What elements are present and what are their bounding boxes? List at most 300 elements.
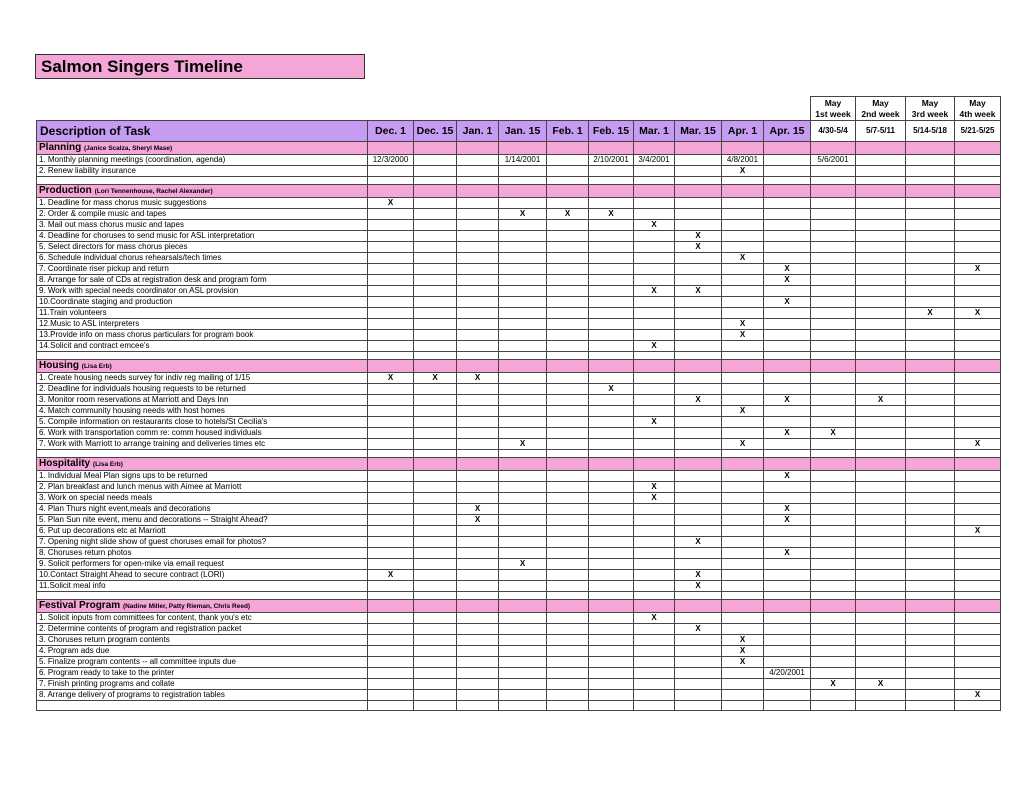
empty-cell [499,635,547,646]
empty-cell [368,297,414,308]
empty-cell [675,613,722,624]
empty-cell [368,548,414,559]
empty-cell [589,406,634,417]
empty-cell [589,635,634,646]
empty-cell [634,559,675,570]
section-header-cell [675,185,722,198]
empty-cell [811,592,856,600]
task-mark: X [368,373,414,384]
empty-cell [722,515,764,526]
empty-cell [634,581,675,592]
empty-cell [457,166,499,177]
empty-cell [764,406,811,417]
empty-cell [589,613,634,624]
empty-cell [547,417,589,428]
section-header-cell [499,600,547,613]
task-mark: X [722,646,764,657]
empty-cell [414,395,457,406]
empty-cell [955,592,1001,600]
task-mark: X [675,570,722,581]
task-mark: X [764,275,811,286]
empty-cell [368,242,414,253]
empty-cell [457,548,499,559]
task-mark: X [675,581,722,592]
task-description: 14.Solicit and contract emcee's [37,341,368,352]
empty-cell [675,308,722,319]
empty-cell [675,406,722,417]
empty-cell [547,581,589,592]
empty-cell [722,471,764,482]
blank-cell [589,97,634,121]
empty-cell [906,264,955,275]
task-date: 4/20/2001 [764,668,811,679]
empty-cell [955,417,1001,428]
empty-cell [675,264,722,275]
empty-cell [368,624,414,635]
empty-cell [811,308,856,319]
empty-cell [811,646,856,657]
empty-cell [414,209,457,220]
empty-cell [589,275,634,286]
empty-cell [722,275,764,286]
empty-cell [856,220,906,231]
task-mark: X [499,559,547,570]
empty-cell [414,624,457,635]
empty-cell [499,242,547,253]
empty-cell [722,570,764,581]
empty-cell [457,668,499,679]
empty-cell [368,286,414,297]
empty-cell [906,155,955,166]
empty-cell [634,537,675,548]
empty-cell [457,570,499,581]
empty-cell [675,493,722,504]
empty-cell [457,242,499,253]
empty-cell [856,231,906,242]
empty-cell [634,657,675,668]
empty-cell [457,275,499,286]
section-header-cell [547,142,589,155]
empty-cell [499,592,547,600]
empty-cell [675,482,722,493]
task-row [37,690,1001,701]
section-header-cell [589,458,634,471]
empty-cell [589,581,634,592]
section-title [37,600,368,613]
section-header-cell [414,185,457,198]
task-row [37,198,1001,209]
task-description: 10.Coordinate staging and production [37,297,368,308]
empty-cell [764,690,811,701]
spacer-row [37,352,1001,360]
empty-cell [499,373,547,384]
empty-cell [457,155,499,166]
empty-cell [547,657,589,668]
empty-cell [414,515,457,526]
may-range-header: 4/30-5/4 [811,121,856,142]
task-row [37,526,1001,537]
task-row [37,166,1001,177]
empty-cell [722,341,764,352]
date-column-header: Mar. 15 [675,121,722,142]
empty-cell [368,177,414,185]
empty-cell [722,482,764,493]
empty-cell [811,690,856,701]
empty-cell [414,220,457,231]
section-header-cell [634,360,675,373]
section-header-cell [955,185,1001,198]
section-header-cell [722,458,764,471]
empty-cell [906,537,955,548]
empty-cell [856,624,906,635]
empty-cell [955,341,1001,352]
task-mark: X [955,439,1001,450]
blank-cell [499,97,547,121]
empty-cell [589,450,634,458]
empty-cell [634,297,675,308]
task-row [37,515,1001,526]
empty-cell [675,275,722,286]
section-header-cell [955,360,1001,373]
task-row [37,668,1001,679]
empty-cell [675,166,722,177]
empty-cell [457,482,499,493]
empty-cell [955,581,1001,592]
empty-cell [499,253,547,264]
empty-cell [547,308,589,319]
empty-cell [955,155,1001,166]
task-mark: X [457,504,499,515]
task-row [37,297,1001,308]
empty-cell [414,297,457,308]
empty-cell [368,559,414,570]
empty-cell [906,613,955,624]
empty-cell [634,177,675,185]
task-description: 5. Plan Sun nite event, menu and decorations -- Straight Ahead? [37,515,368,526]
task-description: 13.Provide info on mass chorus particulars for program book [37,330,368,341]
empty-cell [856,439,906,450]
empty-cell [675,526,722,537]
empty-cell [414,308,457,319]
empty-cell [675,428,722,439]
empty-cell [906,297,955,308]
empty-cell [368,581,414,592]
empty-cell [764,286,811,297]
empty-cell [589,701,634,711]
empty-cell [499,493,547,504]
empty-cell [589,417,634,428]
task-mark: X [368,198,414,209]
empty-cell [457,701,499,711]
section-header-cell [634,600,675,613]
task-row [37,537,1001,548]
blank-cell [457,97,499,121]
task-row [37,330,1001,341]
empty-cell [499,581,547,592]
empty-cell [547,242,589,253]
empty-cell [906,384,955,395]
section-leads: (Lori Tennenhouse, Rachel Alexander) [94,187,213,195]
empty-cell [634,373,675,384]
task-mark: X [457,515,499,526]
empty-cell [764,570,811,581]
empty-cell [856,526,906,537]
empty-cell [722,220,764,231]
section-header-cell [547,185,589,198]
empty-cell [634,504,675,515]
empty-cell [589,504,634,515]
empty-cell [589,646,634,657]
task-description: 2. Deadline for individuals housing requests to be returned [37,384,368,395]
empty-cell [906,330,955,341]
may-week-label: 1st week [815,109,851,119]
empty-cell [37,177,368,185]
empty-cell [955,286,1001,297]
empty-cell [906,493,955,504]
empty-cell [955,548,1001,559]
empty-cell [414,504,457,515]
date-column-header: Apr. 1 [722,121,764,142]
empty-cell [906,286,955,297]
empty-cell [634,253,675,264]
empty-cell [589,231,634,242]
empty-cell [675,690,722,701]
section-header-cell [457,360,499,373]
empty-cell [856,209,906,220]
empty-cell [414,679,457,690]
empty-cell [499,515,547,526]
empty-cell [764,242,811,253]
empty-cell [811,384,856,395]
empty-cell [811,581,856,592]
empty-cell [589,308,634,319]
empty-cell [955,177,1001,185]
empty-cell [675,559,722,570]
empty-cell [722,242,764,253]
empty-cell [811,471,856,482]
empty-cell [675,209,722,220]
empty-cell [675,198,722,209]
task-mark: X [722,635,764,646]
empty-cell [955,646,1001,657]
date-column-header: Dec. 15 [414,121,457,142]
empty-cell [675,701,722,711]
date-column-header: Dec. 1 [368,121,414,142]
empty-cell [589,482,634,493]
empty-cell [811,635,856,646]
empty-cell [547,319,589,330]
empty-cell [589,624,634,635]
task-description: 7. Work with Marriott to arrange training and deliveries times etc [37,439,368,450]
blank-cell [37,97,368,121]
task-mark: X [955,308,1001,319]
task-mark: X [368,570,414,581]
may-month-label: May [872,98,889,108]
empty-cell [499,198,547,209]
empty-cell [955,253,1001,264]
task-row [37,504,1001,515]
empty-cell [811,198,856,209]
section-header-cell [368,185,414,198]
empty-cell [906,646,955,657]
empty-cell [457,198,499,209]
task-description: 1. Individual Meal Plan signs ups to be returned [37,471,368,482]
empty-cell [955,198,1001,209]
empty-cell [722,690,764,701]
section-header-cell [457,458,499,471]
empty-cell [499,341,547,352]
empty-cell [722,428,764,439]
empty-cell [457,395,499,406]
section-header-cell [499,185,547,198]
task-description: 8. Choruses return photos [37,548,368,559]
empty-cell [368,330,414,341]
task-description: 9. Solicit performers for open-mike via email request [37,559,368,570]
empty-cell [906,592,955,600]
empty-cell [856,450,906,458]
empty-cell [856,701,906,711]
empty-cell [547,352,589,360]
section-header-cell [547,600,589,613]
empty-cell [457,231,499,242]
empty-cell [547,177,589,185]
task-mark: X [764,471,811,482]
empty-cell [856,592,906,600]
empty-cell [457,253,499,264]
empty-cell [634,646,675,657]
empty-cell [764,493,811,504]
empty-cell [955,428,1001,439]
task-mark: X [634,482,675,493]
empty-cell [856,286,906,297]
section-header-row [37,142,1001,155]
empty-cell [906,701,955,711]
empty-cell [675,319,722,330]
may-month-label: May [921,98,939,108]
section-header-cell [675,142,722,155]
task-mark: X [764,548,811,559]
spacer-row [37,592,1001,600]
empty-cell [547,264,589,275]
empty-cell [634,406,675,417]
empty-cell [856,264,906,275]
empty-cell [414,253,457,264]
empty-cell [547,668,589,679]
section-header-cell [414,600,457,613]
task-description: 10.Contact Straight Ahead to secure contract (LORI) [37,570,368,581]
empty-cell [811,439,856,450]
empty-cell [722,450,764,458]
empty-cell [675,384,722,395]
empty-cell [547,373,589,384]
empty-cell [722,668,764,679]
blank-cell [414,97,457,121]
section-header-cell [457,185,499,198]
empty-cell [811,613,856,624]
empty-cell [764,253,811,264]
empty-cell [856,297,906,308]
task-row [37,220,1001,231]
empty-cell [589,493,634,504]
empty-cell [368,537,414,548]
empty-cell [457,384,499,395]
empty-cell [811,341,856,352]
task-row [37,482,1001,493]
empty-cell [547,439,589,450]
empty-cell [906,504,955,515]
empty-cell [906,548,955,559]
empty-cell [811,395,856,406]
empty-cell [634,471,675,482]
empty-cell [856,198,906,209]
empty-cell [722,297,764,308]
blank-cell [764,97,811,121]
empty-cell [722,417,764,428]
empty-cell [856,690,906,701]
empty-cell [368,471,414,482]
empty-cell [457,581,499,592]
section-header-cell [811,458,856,471]
empty-cell [764,231,811,242]
blank-cell [675,97,722,121]
empty-cell [368,264,414,275]
task-description: 7. Coordinate riser pickup and return [37,264,368,275]
empty-cell [547,526,589,537]
section-title [37,185,368,198]
empty-cell [906,198,955,209]
date-column-header: Jan. 1 [457,121,499,142]
empty-cell [906,253,955,264]
empty-cell [589,177,634,185]
empty-cell [368,613,414,624]
empty-cell [368,406,414,417]
section-header-cell [414,360,457,373]
empty-cell [856,635,906,646]
task-mark: X [955,526,1001,537]
empty-cell [368,482,414,493]
empty-cell [675,592,722,600]
empty-cell [499,406,547,417]
empty-cell [634,515,675,526]
empty-cell [856,570,906,581]
empty-cell [856,177,906,185]
task-description: 6. Program ready to take to the printer [37,668,368,679]
empty-cell [675,504,722,515]
empty-cell [764,613,811,624]
empty-cell [547,701,589,711]
empty-cell [722,592,764,600]
empty-cell [589,657,634,668]
section-header-cell [906,185,955,198]
empty-cell [368,592,414,600]
empty-cell [547,428,589,439]
task-description: 9. Work with special needs coordinator on ASL provision [37,286,368,297]
empty-cell [457,471,499,482]
empty-cell [499,668,547,679]
empty-cell [547,537,589,548]
empty-cell [634,395,675,406]
empty-cell [499,177,547,185]
empty-cell [675,341,722,352]
task-description: 2. Plan breakfast and lunch menus with Aimee at Marriott [37,482,368,493]
empty-cell [457,613,499,624]
empty-cell [811,515,856,526]
task-mark: X [764,297,811,308]
empty-cell [906,341,955,352]
timeline-table [36,96,1001,711]
task-row [37,406,1001,417]
date-column-header: Feb. 1 [547,121,589,142]
